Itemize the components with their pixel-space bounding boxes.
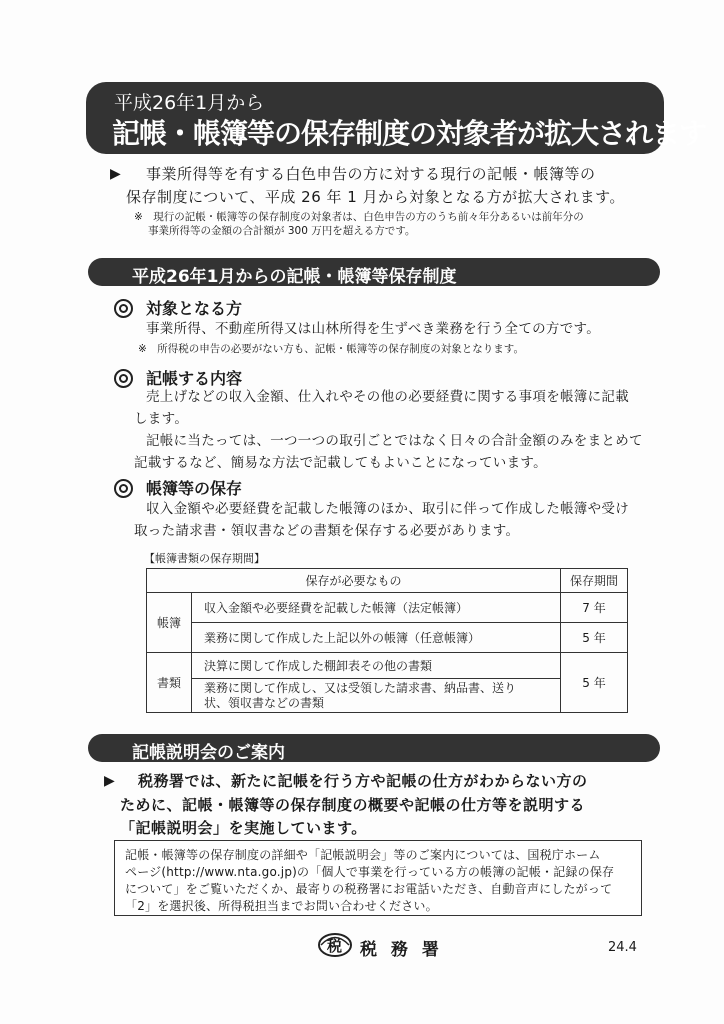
- guide-line1: 記帳・帳簿等の保存制度の詳細や「記帳説明会」等のご案内については、国税庁ホーム: [125, 848, 601, 862]
- triangle-bullet-icon: ▶: [104, 773, 115, 789]
- table-header-row: [147, 569, 628, 593]
- table-row: [147, 593, 628, 623]
- section-title: 記帳説明会のご案内: [132, 743, 285, 763]
- section-header-system: [88, 258, 660, 286]
- tax-office-name: 税 務 署: [360, 940, 443, 960]
- logo-text: 税: [327, 937, 343, 955]
- banner-title: 記帳・帳簿等の保存制度の対象者が拡大されます: [112, 117, 707, 150]
- target-note: ※ 所得税の申告の必要がない方も、記帳・帳簿等の保存制度の対象となります。: [138, 343, 524, 355]
- target-heading: 対象となる方: [146, 299, 243, 318]
- table-caption: 【帳簿書類の保存期間】: [144, 552, 265, 565]
- bullet-circle-icon: [114, 478, 133, 498]
- guide-line3: について」をご覧いただくか、最寄りの税務署にお電話いただき、自動音声にしたがって: [125, 882, 613, 896]
- intro-note-2: 事業所得等の金額の合計額が 300 万円を超える方です。: [148, 225, 416, 237]
- content-p1-line2: します。: [134, 411, 189, 427]
- seminar-line1: 税務署では、新たに記帳を行う方や記帳の仕方がわからない方の: [138, 772, 588, 790]
- cell-line: 状、領収書などの書類: [204, 695, 325, 710]
- title-banner: [86, 82, 707, 154]
- group-cell-books: 帳簿: [147, 593, 192, 653]
- storage-heading: 帳簿等の保存: [146, 479, 243, 498]
- col-header-item: 保存が必要なもの: [147, 569, 561, 593]
- seminar-line3: 「記帳説明会」を実施しています。: [120, 819, 367, 837]
- storage-line2: 取った請求書・領収書などの書類を保存する必要があります。: [134, 523, 520, 539]
- content-p2-line1: 記帳に当たっては、一つ一つの取引ごとではなく日々の合計金額のみをまとめて: [146, 433, 643, 449]
- table-row: [147, 653, 628, 679]
- table-cell: 業務に関して作成した上記以外の帳簿（任意帳簿）: [192, 623, 561, 653]
- content-p2-line2: 記載するなど、簡易な方法で記載してもよいことになっています。: [134, 455, 547, 471]
- period-cell: 5 年: [561, 653, 628, 713]
- section-title: 平成26年1月からの記帳・帳簿等保存制度: [132, 267, 457, 287]
- target-text: 事業所得、不動産所得又は山林所得を生ずべき業務を行う全ての方です。: [146, 321, 601, 337]
- table-cell: 収入金額や必要経費を記載した帳簿（法定帳簿）: [192, 593, 561, 623]
- guide-line4: 「2」を選択後、所得税担当までお問い合わせください。: [125, 899, 438, 913]
- guide-line2: ページ(http://www.nta.go.jp)の「個人で事業を行っている方の帳簿の記帳・記録の保存: [125, 865, 615, 879]
- col-header-period: 保存期間: [561, 569, 628, 593]
- group-cell-documents: 書類: [147, 653, 192, 713]
- triangle-bullet-icon: ▶: [110, 166, 121, 182]
- intro-line-1: 事業所得等を有する白色申告の方に対する現行の記帳・帳簿等の: [146, 165, 596, 183]
- table-row: [147, 679, 628, 713]
- table-cell: 決算に関して作成した棚卸表その他の書類: [192, 653, 561, 679]
- intro-note-1: ※ 現行の記帳・帳簿等の保存制度の対象者は、白色申告の方のうち前々年分あるいは前年分の: [134, 211, 584, 223]
- document-code: 24.4: [608, 940, 637, 955]
- table-cell: [192, 679, 561, 713]
- period-cell: 7 年: [561, 593, 628, 623]
- banner-subtitle: 平成26年1月から: [114, 92, 265, 114]
- seminar-line2: ために、記帳・帳簿等の保存制度の概要や記帳の仕方等を説明する: [120, 796, 586, 814]
- bullet-circle-icon: [114, 368, 133, 388]
- bullet-circle-icon: [114, 298, 133, 318]
- retention-table: [146, 568, 628, 713]
- section-header-seminar: [88, 734, 660, 762]
- storage-line1: 収入金額や必要経費を記載した帳簿のほか、取引に伴って作成した帳簿や受け: [146, 501, 629, 517]
- intro-line-2: 保存制度について、平成 26 年 1 月から対象となる方が拡大されます。: [126, 188, 625, 206]
- tax-office-logo-icon: [318, 932, 352, 958]
- content-p1-line1: 売上げなどの収入金額、仕入れやその他の必要経費に関する事項を帳簿に記載: [146, 389, 629, 405]
- cell-line: 業務に関して作成し、又は受領した請求書、納品書、送り: [204, 680, 517, 695]
- guide-box: [114, 840, 642, 916]
- table-row: [147, 623, 628, 653]
- period-cell: 5 年: [561, 623, 628, 653]
- content-heading: 記帳する内容: [146, 369, 243, 388]
